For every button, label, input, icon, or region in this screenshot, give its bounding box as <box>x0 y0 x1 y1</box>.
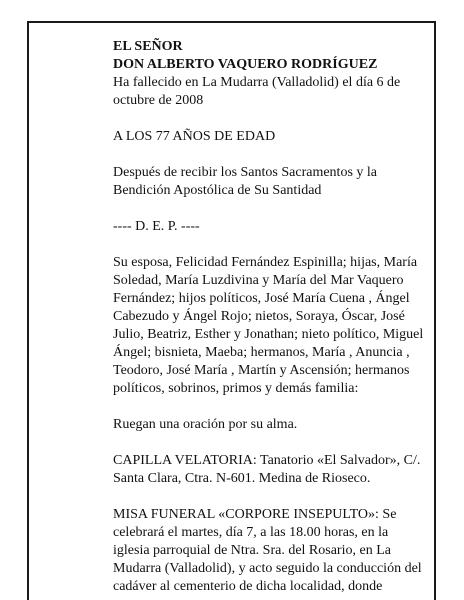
title-line-1: EL SEÑOR <box>113 39 183 54</box>
age-line: A LOS 77 AÑOS DE EDAD <box>113 129 276 144</box>
family-line-6: Ángel; bisnieta, Maeba; hermanos, María , Anuncia , <box>113 345 410 360</box>
obituary-notice <box>113 38 425 596</box>
funeral-line-4: Mudarra (Valladolid), y acto seguido la conducción del <box>113 561 422 576</box>
funeral-line-3: iglesia parroquial de Ntra. Sra. del Rosario, en La <box>113 543 391 558</box>
funeral-line-2: celebrará el martes, día 7, a las 18.00 horas, en la <box>113 525 389 540</box>
sacraments-line-1: Después de recibir los Santos Sacramentos y la <box>113 165 377 180</box>
funeral-line-1: MISA FUNERAL «CORPORE INSEPULTO»: Se <box>113 507 397 522</box>
death-line-1: Ha fallecido en La Mudarra (Valladolid) el día 6 de <box>113 75 401 90</box>
sacraments-line-2: Bendición Apostólica de Su Santidad <box>113 183 322 198</box>
family-line-1: Su esposa, Felicidad Fernández Espinilla; hijas, María <box>113 255 418 270</box>
deceased-name: DON ALBERTO VAQUERO RODRÍGUEZ <box>113 57 378 72</box>
death-line-2: octubre de 2008 <box>113 93 204 108</box>
family-line-2: Soledad, María Luzdivina y María del Mar Vaquero <box>113 273 404 288</box>
family-line-8: políticos, sobrinos, primos y demás familia: <box>113 381 359 396</box>
chapel-line-1: CAPILLA VELATORIA: Tanatorio «El Salvador», C/. <box>113 453 421 468</box>
family-line-5: Julio, Beatriz, Esther y Jonathan; nieto político, Miguel <box>113 327 424 342</box>
family-line-3: Fernández; hijos políticos, José María Cuena , Ángel <box>113 291 410 306</box>
funeral-line-5: cadáver al cementerio de dicha localidad, donde <box>113 579 383 594</box>
family-line-4: Cabezudo y Ángel Rojo; nietos, Soraya, Óscar, José <box>113 309 405 324</box>
prayer-line: Ruegan una oración por su alma. <box>113 417 298 432</box>
dep-line: ---- D. E. P. ---- <box>113 219 200 234</box>
family-line-7: Teodoro, José María , Martín y Ascensión; hermanos <box>113 363 410 378</box>
chapel-line-2: Santa Clara, Ctra. N-601. Medina de Rioseco. <box>113 471 371 486</box>
